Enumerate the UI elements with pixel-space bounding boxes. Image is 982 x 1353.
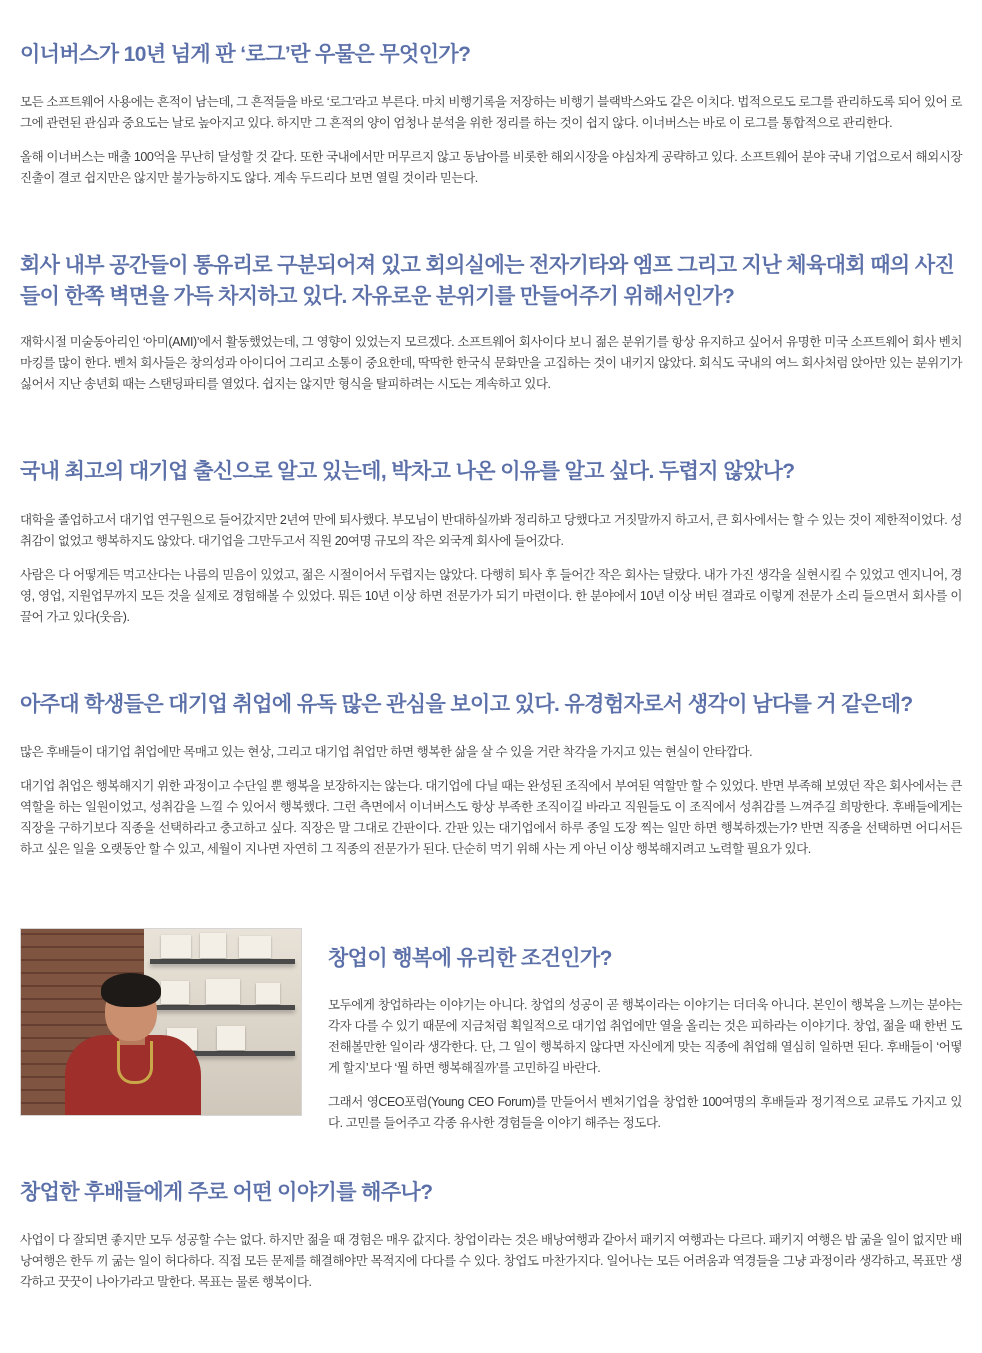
text-column — [328, 922, 962, 1133]
qa-section-log-well — [20, 40, 962, 189]
qa-section-leaving-big-company — [20, 457, 962, 627]
question-heading: 회사 내부 공간들이 통유리로 구분되어져 있고 회의실에는 전자기타와 엠프 그리고 지난 체육대회 때의 사진들이 한쪽 벽면을 가득 차지하고 있다. 자유로운 분위기를 만들어주기 위해서인가? — [20, 254, 955, 308]
answer-paragraph: 대기업 취업은 행복해지기 위한 과정이고 수단일 뿐 행복을 보장하지는 않는다. 대기업에 다닐 때는 완성된 조직에서 부여된 역할만 할 수 있었다. 반면 부족해 보였던 작은 회사에서는 큰 역할을 하는 일원이었고, 성취감을 느낄 수 있어서 행복했다. 그런 측면에서 이너버스도 항상 부족한 조직이길 바라고 직원들도 이 조직에서 성취감를 느껴주길 희망한다. 후배들에게는 직장을 구하기보다 직종을 선택하라고 충고하고 싶다. 직장은 말 그대로 간판이다. 간판 있는 대기업에서 하루 종일 도장 찍는 일만 하면 행복하겠는가? 반면 직종을 선택하면 어디서든 하고 싶은 일을 오랫동안 할 수 있고, 세월이 지나면 자연히 그 직종의 전문가가 된다. 단순히 먹기 위해 사는 게 아닌 이상 행복해지려고 노력할 필요가 있다. — [20, 779, 962, 857]
question-heading: 창업한 후배들에게 주로 어떤 이야기를 해주나? — [20, 1180, 433, 1204]
award-frame — [256, 983, 280, 1004]
interview-portrait — [20, 928, 302, 1116]
answer-paragraph: 올해 이너버스는 매출 100억을 무난히 달성할 것 같다. 또한 국내에서만 머무르지 않고 동남아를 비롯한 해외시장을 야심차게 공략하고 있다. 소프트웨어 분야 국내 기업으로서 해외시장 진출이 결코 쉽지만은 않지만 불가능하지도 않다. 계속 두드리다 보면 열릴 것이라 믿는다. — [20, 150, 962, 186]
question-heading: 이너버스가 10년 넘게 판 ‘로그’란 우물은 무엇인가? — [20, 43, 471, 66]
answer-paragraph: 사람은 다 어떻게든 먹고산다는 나름의 믿음이 있었고, 젊은 시절이어서 두렵지는 않았다. 다행히 퇴사 후 들어간 작은 회사는 달랐다. 내가 가진 생각을 실현시킬 수 있었고 엔지니어, 경영, 영업, 지원업무까지 모든 것을 실제로 경험해볼 수 있었다. 뭐든 10년 이상 하면 전문가가 되기 마련이다. 한 분야에서 10년 이상 버틴 결과로 이렇게 전문가 소리 들으면서 회사를 이끌어 가고 있다(웃음). — [20, 567, 962, 624]
person-hair — [101, 973, 161, 1007]
award-frame — [217, 1026, 245, 1050]
photo-column — [20, 922, 300, 1116]
award-frame — [161, 935, 191, 958]
question-heading: 아주대 학생들은 대기업 취업에 유독 많은 관심을 보이고 있다. 유경험자로서 생각이 남다를 거 같은데? — [20, 692, 913, 716]
section-spacer — [20, 646, 962, 690]
qa-section-advice-to-juniors — [20, 1178, 962, 1293]
question-heading: 창업이 행복에 유리한 조건인가? — [328, 947, 612, 971]
qa-section-ajou-students — [20, 690, 962, 860]
qa-section-office-space — [20, 251, 962, 395]
answer-paragraph: 사업이 다 잘되면 좋지만 모두 성공할 수는 없다. 하지만 젊을 때 경험은 매우 값지다. 창업이라는 것은 배낭여행과 같아서 패키지 여행과는 다르다. 패키지 여행은 밥 굶을 일이 없지만 배낭여행은 한두 끼 굶는 일이 허다하다. 직접 모든 문제를 해결해야만 목적지에 다다를 수 있다. 창업도 마찬가지다. 일어나는 모든 어려움과 역경들을 그냥 과정이라 생각하고, 목표만 생각하고 꿋꿋이 나아가라고 말한다. 목표는 물론 행복이다. — [20, 1233, 962, 1290]
lanyard — [117, 1041, 153, 1084]
award-frame — [206, 979, 240, 1004]
section-spacer — [20, 413, 962, 457]
answer-paragraph: 모든 소프트웨어 사용에는 흔적이 남는데, 그 흔적들을 바로 ‘로그’라고 부른다. 마치 비행기록을 저장하는 비행기 블랙박스와도 같은 이치다. 법적으로도 로그를 관리하도록 되어 있어 로그에 관련된 관심과 중요도는 날로 높아지고 있다. 하지만 그 흔적의 양이 엄청나 분석을 위한 정리를 하는 것이 쉽지 않다. 이너버스는 바로 이 로그를 통합적으로 관리한다. — [20, 95, 962, 131]
section-spacer — [20, 207, 962, 251]
answer-paragraph: 그래서 영CEO포럼(Young CEO Forum)를 만들어서 벤처기업을 창업한 100여명의 후배들과 정기적으로 교류도 가지고 있다. 고민를 들어주고 각종 유사한 경험들을 이야기 해주는 정도다. — [328, 1094, 962, 1130]
question-heading: 국내 최고의 대기업 출신으로 알고 있는데, 박차고 나온 이유를 알고 싶다. 두렵지 않았나? — [20, 460, 795, 484]
shelf — [150, 959, 296, 964]
award-frame — [161, 981, 189, 1004]
award-frame — [200, 933, 226, 958]
shelf — [150, 1005, 296, 1010]
answer-paragraph: 모두에게 창업하라는 이야기는 아니다. 창업의 성공이 곧 행복이라는 이야기는 더더욱 아니다. 본인이 행복을 느끼는 분야는 각자 다를 수 있기 때문에 지금처럼 획일적으로 대기업 취업에만 열을 올리는 것은 피하라는 이야기다. 창업, 젊을 때 한번 도전해볼만한 일이라 생각한다. 단, 그 일이 행복하지 않다면 자신에게 맞는 직종에 취업해 열심히 일하면 된다. 후배들이 ‘어떻게 할지’보다 ‘뭘 하면 행복해질까’를 고민하길 바란다. — [328, 997, 962, 1075]
answer-paragraph: 재학시절 미술동아리인 ‘아미(AMI)’에서 활동했었는데, 그 영향이 있었는지 모르겠다. 소프트웨어 회사이다 보니 젊은 분위기를 항상 유지하고 싶어서 유명한 미국 소프트웨어 회사 벤치마킹를 많이 한다. 벤처 회사들은 창의성과 아이디어 그리고 소통이 중요한데, 딱딱한 한국식 문화만을 고집하는 것이 내키지 않았다. 회식도 국내의 여느 회사처럼 앉아만 있는 분위기가 싫어서 지난 송년회 때는 스탠딩파티를 열었다. 쉽지는 않지만 형식을 탈피하려는 시도는 계속하고 있다. — [20, 335, 962, 392]
section-spacer — [20, 1134, 962, 1178]
award-frame — [239, 936, 271, 958]
qa-section-startup-happiness — [20, 922, 962, 1133]
answer-paragraph: 많은 후배들이 대기업 취업에만 목매고 있는 현상, 그리고 대기업 취업만 하면 행복한 삶을 살 수 있을 거란 착각을 가지고 있는 현실이 안타깝다. — [20, 745, 753, 760]
answer-paragraph: 대학을 졸업하고서 대기업 연구원으로 들어갔지만 2년여 만에 퇴사했다. 부모님이 반대하실까봐 정리하고 당했다고 거짓말까지 하고서, 큰 회사에서는 할 수 있는 것이 제한적이었다. 성취감이 없었고 행복하지도 않았다. 대기업을 그만두고서 직원 20여명 규모의 작은 외국계 회사에 들어갔다. — [20, 512, 962, 548]
section-spacer — [20, 878, 962, 912]
